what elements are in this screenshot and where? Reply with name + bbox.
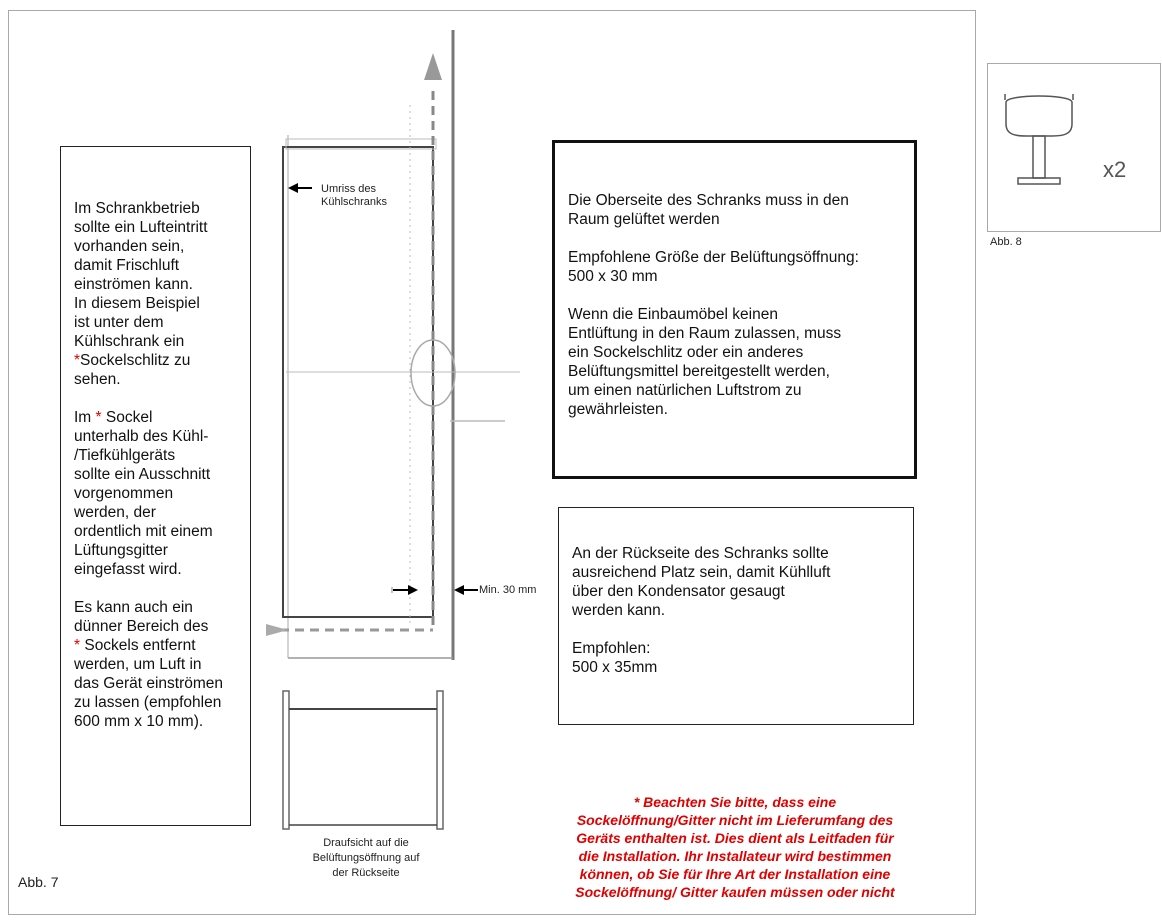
disclaimer-note [520,793,950,901]
top-view-label [276,836,456,881]
left-text-box [60,146,251,826]
bracket-icon [1000,72,1090,192]
left-p1-l9: Sockelschlitz zu [80,352,191,369]
left-p1-l6: In diesem Beispiel [74,295,200,312]
min-gap-arrow [454,585,464,595]
left-p1-l1: Im Schrankbetrieb [74,200,200,217]
left-paragraph-2 [74,408,249,579]
left-p2-l3: /Tiefkühlgeräts [74,447,176,464]
left-p1-l2: sollte ein Lufteintritt [74,219,208,236]
outline-arrow [288,183,298,193]
top-box-paragraph-1 [568,191,908,229]
left-p1-l3: vorhanden sein, [74,238,185,255]
top-box-p3-l1: Wenn die Einbaumöbel keinen [568,306,778,323]
left-p2-l7: ordentlich mit einem [74,523,213,540]
top-view-line-2: Belüftungsöffnung auf [312,852,420,864]
top-box-p3-l5: um einen natürlichen Luftstrom zu [568,382,802,399]
outline-label-line-2: Kühlschranks [321,196,388,208]
note-line-2: Sockelöffnung/Gitter nicht im Lieferumfang des [576,812,894,828]
top-box-p1-l1: Die Oberseite des Schranks muss in den [568,192,849,209]
left-p3-l1: Es kann auch ein [74,599,193,616]
outline-label [321,183,431,209]
figure-8-label: Abb. 8 [990,236,1022,248]
airflow-arrow-up [424,53,442,80]
left-p2-l4: sollte ein Ausschnitt [74,466,211,483]
left-p3-l4: werden, um Luft in [74,656,202,673]
bracket-quantity: x2 [1103,157,1127,182]
left-p2-l9: eingefasst wird. [74,561,182,578]
left-p1-star: * [74,352,81,369]
outline-label-line-1: Umriss des [321,183,377,195]
left-p3-l7: 600 mm x 10 mm). [74,713,204,730]
left-p3-l2: dünner Bereich des [74,618,209,635]
rear-box-paragraph-2 [572,639,907,677]
top-view-line-1: Draufsicht auf die [323,837,409,849]
top-box-p1-l2: Raum gelüftet werden [568,211,720,228]
rear-box-p2-l1: Empfohlen: [572,640,651,657]
left-p3-star: * [74,637,81,654]
figure-7-label: Abb. 7 [18,874,59,890]
note-line-3: Geräts enthalten ist. Dies dient als Leitfaden für [576,830,894,846]
left-p1-l5: einströmen kann. [74,276,193,293]
top-box-p3-l3: ein Sockelschlitz oder ein anderes [568,344,804,361]
note-line-6: Sockelöffnung/ Gitter kaufen müssen oder nicht [575,884,895,900]
rear-box-p1-l4: werden kann. [572,602,666,619]
airflow-arrow-right [266,624,288,636]
left-p1-l4: damit Frischluft [74,257,180,274]
left-p2-l1a: Im [74,409,96,426]
left-p3-l3: Sockels entfernt [80,637,196,654]
left-p3-l6: zu lassen (empfohlen [74,694,222,711]
top-box-p3-l4: Belüftungsmittel bereitgestellt werden, [568,363,830,380]
left-paragraph-3 [74,598,249,731]
left-p2-star: * [95,409,102,426]
rear-clearance-box [558,507,914,725]
top-box-p2-l1: Empfohlene Größe der Belüftungsöffnung: [568,249,859,266]
top-box-p3-l6: gewährleisten. [568,401,668,418]
top-ventilation-box [552,140,917,479]
top-box-paragraph-2 [568,248,908,286]
top-box-p2-l2: 500 x 30 mm [568,268,658,285]
note-line-1: * Beachten Sie bitte, dass eine [633,794,837,810]
left-p2-l6: werden, der [74,504,156,521]
left-p1-l10: sehen. [74,371,121,388]
installation-diagram [250,25,560,905]
rear-box-p1-l2: ausreichend Platz sein, damit Kühlluft [572,564,831,581]
left-p2-l8: Lüftungsgitter [74,542,168,559]
top-view-drawing [283,691,443,829]
rear-box-paragraph-1 [572,544,907,620]
left-p1-l7: ist unter dem [74,314,164,331]
left-paragraph-1 [74,199,249,389]
left-p2-l1b: Sockel [101,409,153,426]
note-line-5: können, ob Sie für Ihre Art der Installation eine [579,866,891,882]
top-view-line-3: der Rückseite [332,867,400,879]
left-p1-l8: Kühlschrank ein [74,333,185,350]
top-box-paragraph-3 [568,305,908,419]
left-p2-l2: unterhalb des Kühl- [74,428,209,445]
left-p2-l5: vorgenommen [74,485,174,502]
note-line-4: die Installation. Ihr Installateur wird bestimmen [578,848,892,864]
left-p3-l5: das Gerät einströmen [74,675,224,692]
min-gap-label: Min. 30 mm [479,584,537,596]
rear-box-p1-l3: über den Kondensator gesaugt [572,583,785,600]
rear-box-p1-l1: An der Rückseite des Schranks sollte [572,545,829,562]
top-box-p3-l2: Entlüftung in den Raum zulassen, muss [568,325,842,342]
rear-box-p2-l2: 500 x 35mm [572,659,658,676]
